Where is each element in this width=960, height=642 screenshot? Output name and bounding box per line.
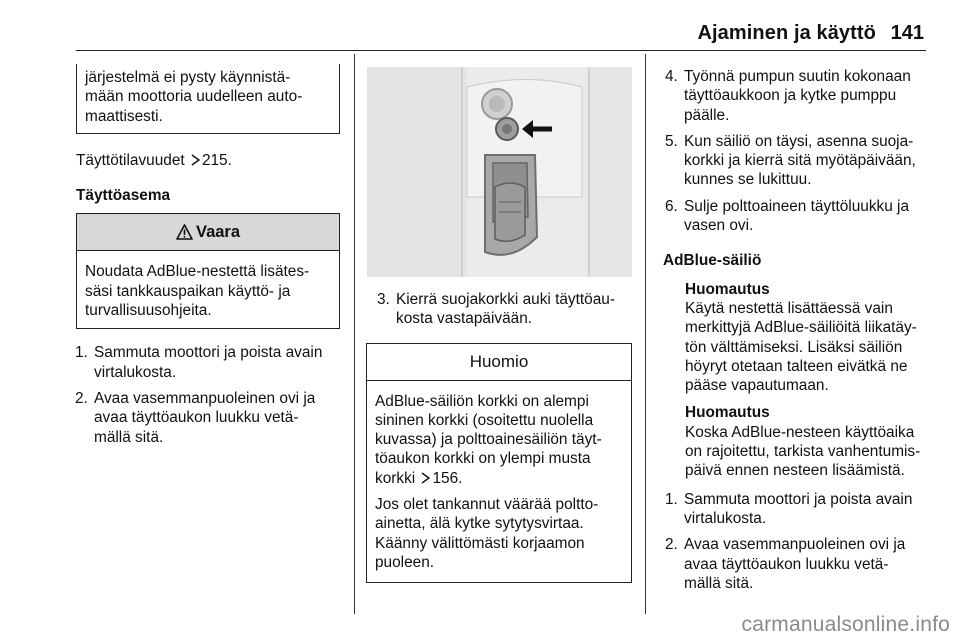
list-item — [65, 389, 341, 447]
adblue-filler-cap-illustration — [367, 67, 632, 277]
list-item — [655, 67, 946, 125]
warning-box-header — [77, 214, 339, 251]
list-item — [655, 490, 946, 529]
notice-1 — [685, 280, 946, 396]
page-number: 141 — [890, 22, 924, 44]
header-rule — [76, 50, 926, 51]
step-text: Avaa vasemmanpuoleinen ovi ja avaa täyttöaukon luukku vetä- mällä sitä. — [684, 536, 906, 592]
step-number: 3. — [377, 291, 390, 308]
list-item — [655, 197, 946, 236]
right-steps-list-b — [655, 490, 946, 593]
adblue-filler-illustration-svg — [367, 67, 632, 277]
list-item — [367, 290, 636, 329]
list-item — [65, 343, 341, 382]
step-text: Kun säiliö on täysi, asenna suoja- korkki ja kierrä sitä myötäpäivään, kunnes se lukittuu. — [684, 132, 916, 189]
note-para-1-text: AdBlue-säiliön korkki on alempi sininen korkki (osoitettu nuolella kuvassa) ja polttoainesäiliön täyt- töaukon korkki on ylempi musta korkki — [375, 392, 602, 487]
left-steps-list — [65, 343, 341, 446]
middle-column — [366, 290, 636, 583]
notice-1-text: Käytä nestettä lisättäessä vain merkittyjä AdBlue-säiliöitä liikatäy- tön välttämiseksi. Lisäksi säiliön höyryt otetaan talteen eivätkä ne pääse vapautumaan. — [685, 299, 917, 395]
middle-steps-list — [367, 290, 636, 329]
left-column — [76, 64, 340, 447]
note-box-header — [367, 344, 631, 381]
section-heading-filling-station: Täyttöasema — [76, 187, 171, 205]
warning-box — [76, 213, 340, 329]
step-text: Sammuta moottori ja poista avain virtalukosta. — [94, 344, 323, 381]
warning-box-text: Noudata AdBlue-nestettä lisätes- säsi tankkauspaikan käyttö- ja turvallisuusohjeita. — [85, 263, 310, 320]
step-number: 5. — [665, 132, 678, 150]
notice-2 — [685, 403, 946, 480]
note-box-title: Huomio — [469, 351, 529, 371]
step-text: Sulje polttoaineen täyttöluukku ja vasen ovi. — [684, 197, 910, 235]
step-number: 2. — [75, 389, 88, 407]
column-divider — [354, 54, 355, 614]
step-text: Kierrä suojakorkki auki täyttöau- kosta vastapäivään. — [396, 291, 615, 328]
right-column — [656, 67, 946, 593]
note-box — [366, 343, 632, 584]
warning-box-title: Vaara — [195, 222, 241, 241]
page-reference-icon — [420, 472, 431, 484]
notice-1-title: Huomautus — [685, 280, 770, 298]
note-para-1-ref: 156. — [432, 469, 463, 487]
step-text: Työnnä pumpun suutin kokonaan täyttöaukkoon ja kytke pumppu päälle. — [684, 68, 911, 124]
right-steps-list-a — [655, 67, 946, 235]
step-number: 6. — [665, 197, 678, 215]
page-header-title: Ajaminen ja käyttö — [697, 22, 876, 44]
step-number: 2. — [665, 536, 678, 554]
capacity-ref: 215. — [201, 151, 232, 169]
continued-warning-box — [76, 64, 340, 134]
list-item — [655, 535, 946, 593]
continued-box-text: järjestelmä ei pysty käynnistä- mään moottoria uudelleen auto- maattisesti. — [85, 69, 303, 125]
page-reference-icon — [190, 154, 201, 166]
watermark: carmanualsonline.info — [741, 613, 950, 636]
step-number: 1. — [665, 490, 678, 508]
capacity-reference — [76, 151, 340, 170]
step-number: 1. — [75, 344, 88, 362]
note-para-2: Jos olet tankannut väärää poltto- ainetta, älä kytke sytytysvirtaa. Käänny välittömästi korjaamon puoleen. — [375, 496, 599, 571]
step-text: Avaa vasemmanpuoleinen ovi ja avaa täyttöaukon luukku vetä- mällä sitä. — [94, 389, 316, 446]
step-text: Sammuta moottori ja poista avain virtalukosta. — [684, 490, 913, 527]
notice-2-title: Huomautus — [685, 404, 770, 422]
column-divider — [645, 54, 646, 614]
list-item — [655, 132, 946, 190]
section-heading-adblue-tank: AdBlue-säiliö — [663, 252, 762, 270]
note-para-1 — [375, 392, 623, 488]
capacity-label: Täyttötilavuudet — [76, 151, 185, 169]
notice-2-text: Koska AdBlue-nesteen käyttöaika on rajoitettu, tarkista vanhentumis- päivä ennen nesteen lisäämistä. — [685, 423, 921, 480]
warning-triangle-icon — [176, 224, 193, 240]
step-number: 4. — [665, 68, 678, 85]
